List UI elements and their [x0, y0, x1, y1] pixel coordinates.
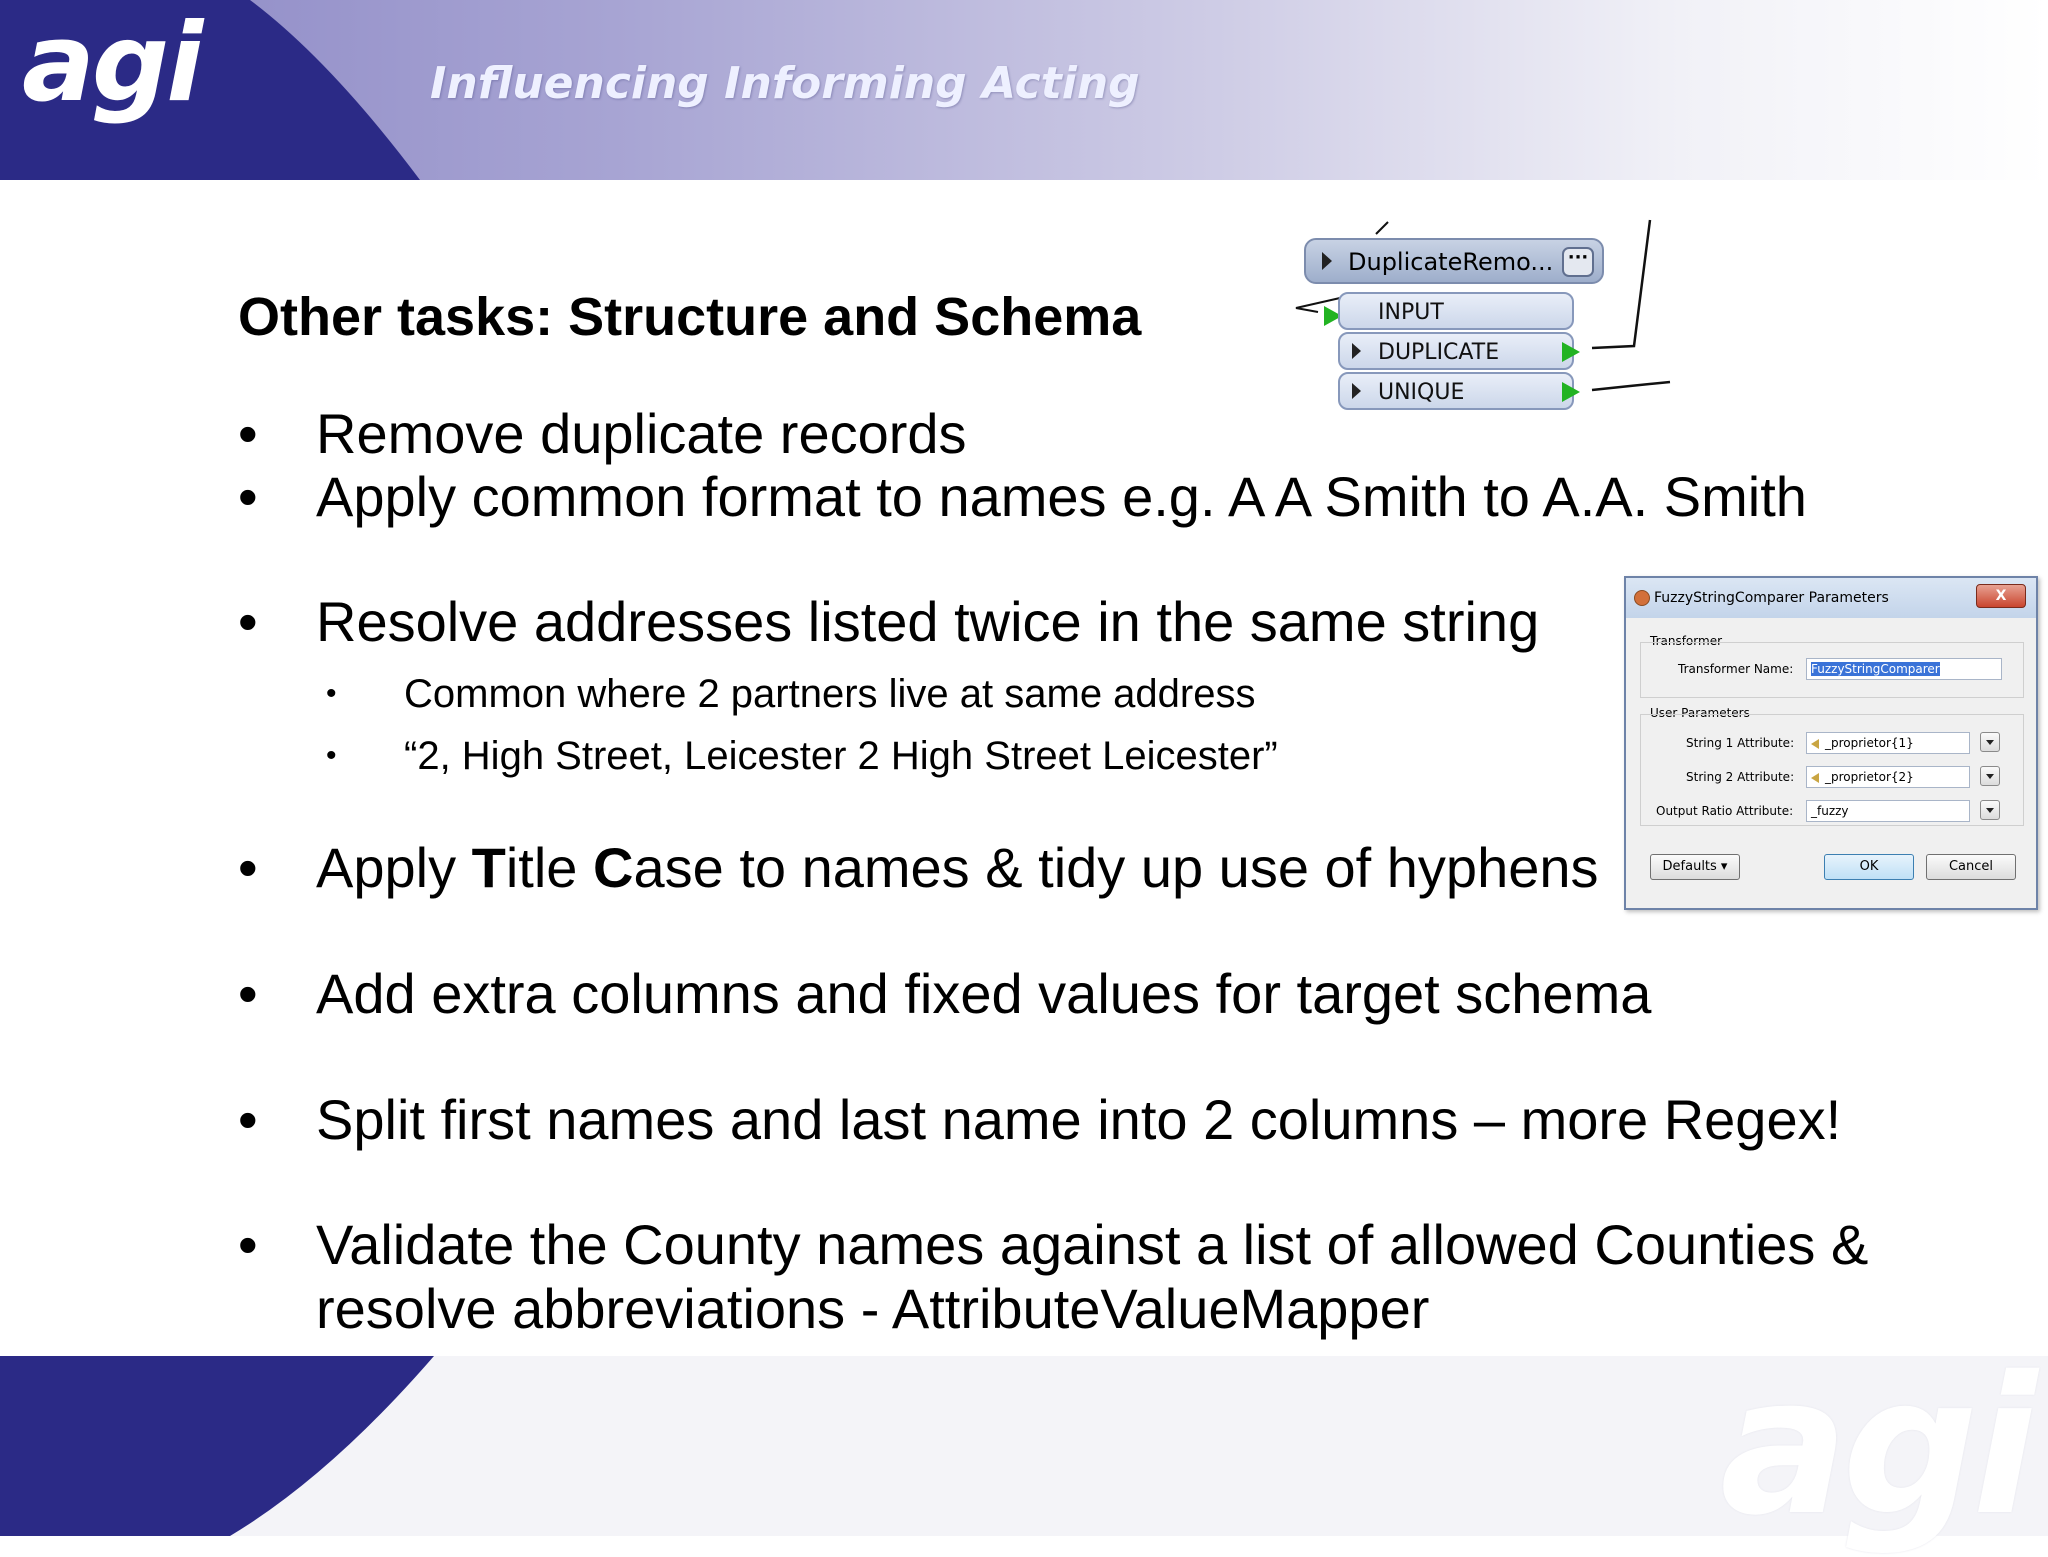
ok-button[interactable]: OK: [1824, 854, 1914, 880]
output-ratio-dropdown-button[interactable]: [1980, 800, 2000, 820]
attribute-icon: [1811, 773, 1819, 783]
string1-input[interactable]: [1806, 732, 1970, 754]
transformer-name-input[interactable]: [1806, 658, 2002, 680]
output-arrow-icon[interactable]: [1562, 342, 1580, 362]
port-label: UNIQUE: [1378, 380, 1465, 405]
bullet-text-pre: Apply: [316, 836, 472, 899]
bullet-dot: •: [238, 590, 258, 653]
port-duplicate[interactable]: [1338, 332, 1574, 370]
attribute-icon: [1811, 739, 1819, 749]
bullet-text: Remove duplicate records: [316, 402, 967, 465]
string1-dropdown-button[interactable]: [1980, 732, 2000, 752]
string1-value: _proprietor{1}: [1825, 736, 1914, 750]
string1-label: String 1 Attribute:: [1686, 736, 1795, 750]
header-banner: [0, 0, 2048, 180]
tagline: Influencing Informing Acting: [430, 58, 1140, 109]
string2-dropdown-button[interactable]: [1980, 766, 2000, 786]
transformer-name-value: FuzzyStringComparer: [1811, 662, 1940, 676]
section-user-label: User Parameters: [1650, 706, 1750, 720]
string2-input[interactable]: [1806, 766, 1970, 788]
expand-triangle-icon[interactable]: [1322, 252, 1332, 270]
agi-logo: agi: [22, 1, 201, 126]
bullet-text-post: ase to names & tidy up use of hyphens: [633, 836, 1599, 899]
output-arrow-icon[interactable]: [1562, 382, 1580, 402]
transformer-name-label: Transformer Name:: [1678, 662, 1794, 676]
bullet-text: Apply common format to names e.g. A A Smith to A.A. Smith: [316, 465, 1807, 528]
bullet-dot: •: [238, 465, 258, 528]
bullet-dot: •: [326, 739, 337, 772]
string2-value: _proprietor{2}: [1825, 770, 1914, 784]
slide-title: Other tasks: Structure and Schema: [238, 287, 1142, 347]
bullet-text-continuation: resolve abbreviations - AttributeValueMapper: [316, 1277, 1430, 1340]
dialog-title: FuzzyStringComparer Parameters: [1654, 590, 1889, 606]
port-label: DUPLICATE: [1378, 340, 1500, 365]
bullet-dot: •: [238, 402, 258, 465]
bullet-text: Add extra columns and fixed values for target schema: [316, 962, 1652, 1025]
bullet-text: Validate the County names against a list of allowed Counties &: [316, 1213, 1869, 1276]
bullet-text: Resolve addresses listed twice in the same string: [316, 590, 1540, 653]
section-transformer-label: Transformer: [1650, 634, 1723, 648]
cancel-button[interactable]: Cancel: [1926, 854, 2016, 880]
expand-triangle-icon[interactable]: [1352, 383, 1361, 399]
fuzzy-string-comparer-dialog: [1624, 576, 2038, 910]
bullet-text: Split first names and last name into 2 columns – more Regex!: [316, 1088, 1842, 1151]
port-unique[interactable]: [1338, 372, 1574, 410]
bullet-text: [316, 836, 1599, 900]
transformer-name: DuplicateRemo...: [1348, 248, 1554, 276]
bullet-dot: •: [238, 1088, 258, 1151]
bullet-dot: •: [326, 677, 337, 710]
output-ratio-input[interactable]: [1806, 800, 1970, 822]
footer-swoosh: [0, 1356, 460, 1536]
sub-bullet-text: “2, High Street, Leicester 2 High Street Leicester”: [404, 734, 1278, 778]
transformer-header[interactable]: [1304, 238, 1604, 284]
defaults-button[interactable]: Defaults ▾: [1650, 854, 1740, 880]
bullet-text-mid: itle: [505, 836, 594, 899]
output-ratio-value: _fuzzy: [1811, 804, 1849, 818]
bullet-dot: •: [238, 962, 258, 1025]
bullet-text-bold-c: C: [593, 836, 634, 899]
fme-app-icon: [1634, 590, 1650, 606]
dialog-titlebar[interactable]: [1626, 578, 2036, 618]
bullet-dot: •: [238, 1213, 258, 1276]
string2-label: String 2 Attribute:: [1686, 770, 1795, 784]
port-label: INPUT: [1378, 300, 1444, 325]
bullet-text-bold-t: T: [471, 836, 506, 899]
expand-triangle-icon[interactable]: [1352, 343, 1361, 359]
footer-agi-logo: agi: [1720, 1336, 2032, 1557]
duplicate-remover-transformer[interactable]: [1290, 218, 1676, 418]
sub-bullet-text: Common where 2 partners live at same address: [404, 672, 1256, 716]
port-input[interactable]: [1338, 292, 1574, 330]
more-options-button[interactable]: ···: [1562, 247, 1594, 277]
close-button[interactable]: X: [1976, 584, 2026, 608]
bullet-dot: •: [238, 836, 258, 899]
output-ratio-label: Output Ratio Attribute:: [1656, 804, 1794, 818]
